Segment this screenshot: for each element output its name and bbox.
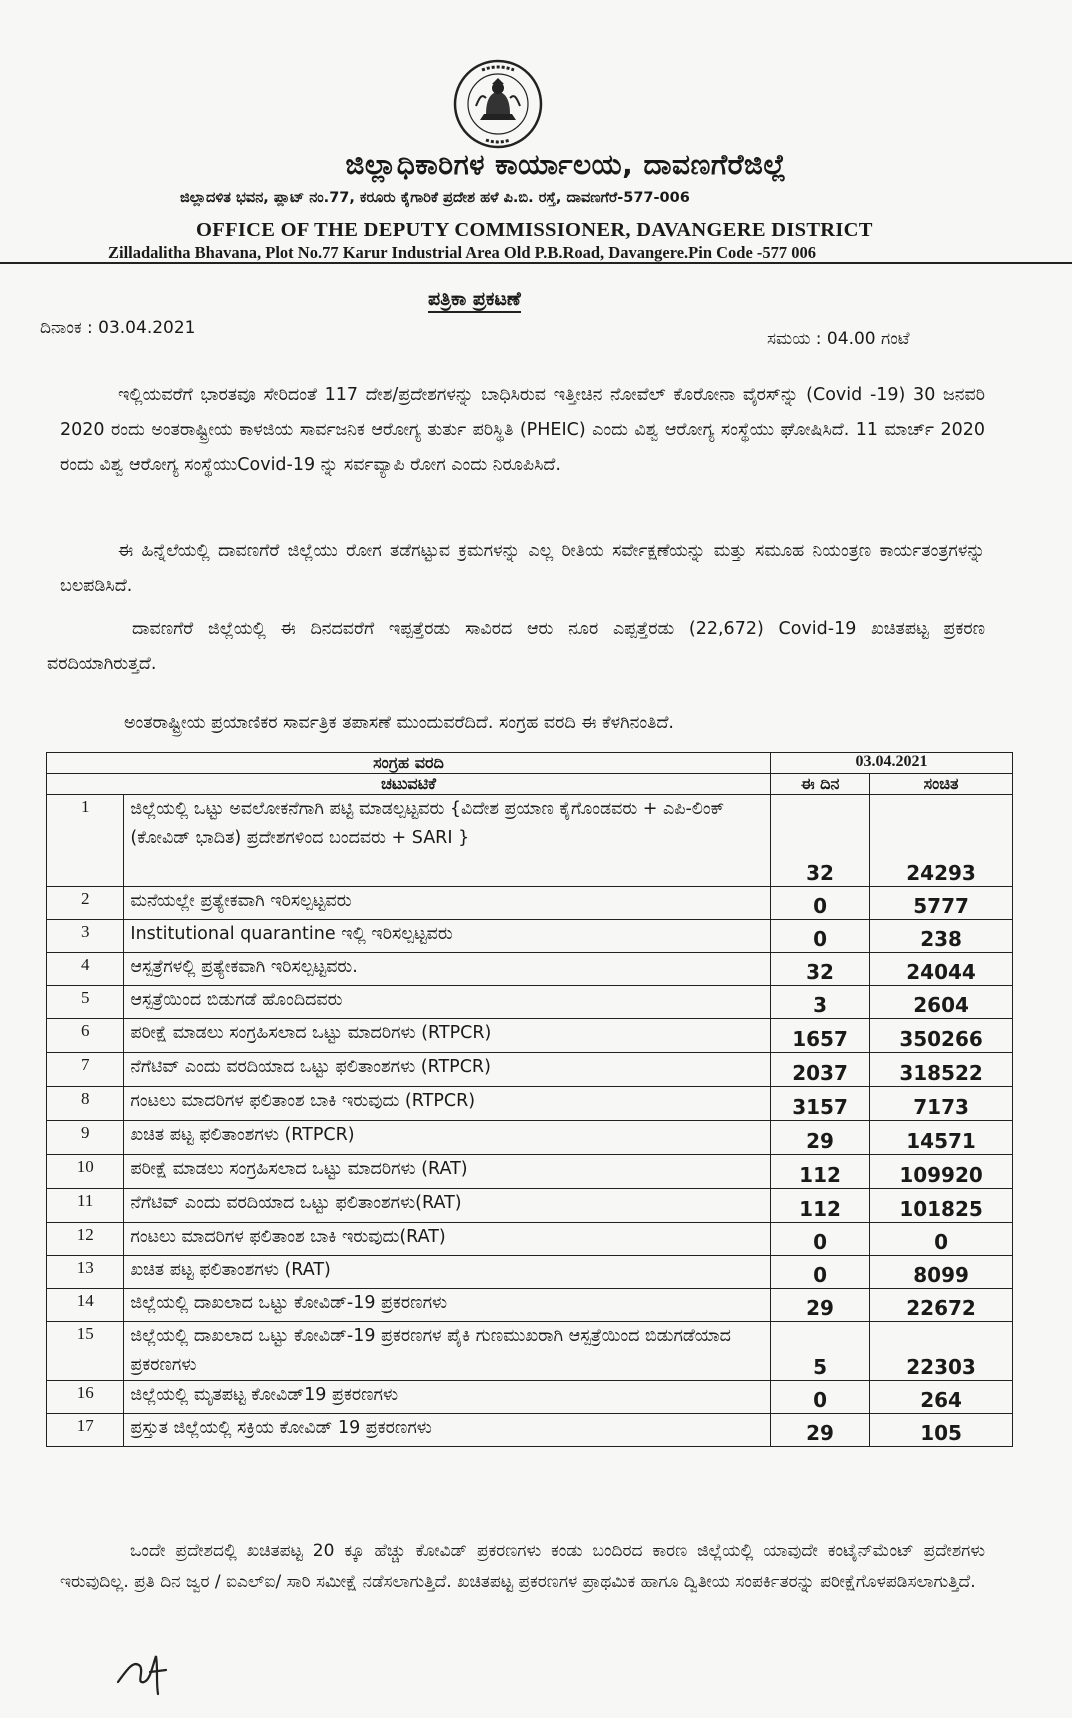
table-row bbox=[47, 1087, 1013, 1121]
table-header-row bbox=[47, 774, 1013, 795]
row-today-value: 2037 bbox=[770, 1053, 869, 1087]
row-activity: ನೆಗೆಟಿವ್ ಎಂದು ವರದಿಯಾದ ಒಟ್ಟು ಫಲಿತಾಂಶಗಳು(RAT) bbox=[124, 1189, 771, 1223]
row-today-value: 5 bbox=[770, 1322, 869, 1381]
row-today-value: 0 bbox=[770, 1256, 869, 1289]
row-number: 8 bbox=[47, 1087, 124, 1121]
row-cumulative-value: 0 bbox=[870, 1223, 1013, 1256]
row-cumulative-value: 109920 bbox=[870, 1155, 1013, 1189]
row-today-value: 29 bbox=[770, 1414, 869, 1447]
table-row bbox=[47, 953, 1013, 986]
row-cumulative-value: 8099 bbox=[870, 1256, 1013, 1289]
row-number: 17 bbox=[47, 1414, 124, 1447]
row-activity: ಪರೀಕ್ಷೆ ಮಾಡಲು ಸಂಗ್ರಹಿಸಲಾದ ಒಟ್ಟು ಮಾದರಿಗಳು (RTPCR) bbox=[124, 1019, 771, 1053]
cumulative-header: ಸಂಚಿತ bbox=[870, 774, 1013, 795]
paragraph-containment: ಒಂದೇ ಪ್ರದೇಶದಲ್ಲಿ ಖಚಿತಪಟ್ಟ 20 ಕ್ಕೂ ಹೆಚ್ಚು ಕೋವಿಡ್ ಪ್ರಕರಣಗಳು ಕಂಡು ಬಂದಿರದ ಕಾರಣ ಜಿಲ್ಲೆಯಲ್ಲಿ ಯಾವುದೇ ಕಂಟೈನ್‌ಮೆಂಟ್ ಪ್ರದೇಶಗಳು ಇರುವುದಿಲ್ಲ. ಪ್ರತಿ ದಿನ ಜ್ವರ / ಐಎಲ್‌ಐ/ ಸಾರಿ ಸಮೀಕ್ಷೆ ನಡೆಸಲಾಗುತ್ತಿದೆ. ಖಚಿತಪಟ್ಟ ಪ್ರಕರಣಗಳ ಪ್ರಾಥಮಿಕ ಹಾಗೂ ದ್ವಿತೀಯ ಸಂಪರ್ಕಿತರನ್ನು ಪರೀಕ್ಷೆಗೊಳಪಡಿಸಲಾಗುತ್ತಿದೆ. bbox=[60, 1541, 985, 1592]
table-row bbox=[47, 1289, 1013, 1322]
paragraph-who-declaration: ಇಲ್ಲಿಯವರೆಗೆ ಭಾರತವೂ ಸೇರಿದಂತೆ 117 ದೇಶ/ಪ್ರದೇಶಗಳನ್ನು ಬಾಧಿಸಿರುವ ಇತ್ತೀಚಿನ ನೋವೆಲ್ ಕೊರೋನಾ ವೈರಸ್‌ನ್ನು (Covid -19) 30 ಜನವರಿ 2020 ರಂದು ಅಂತರಾಷ್ಟ್ರೀಯ ಕಾಳಜಿಯ ಸಾರ್ವಜನಿಕ ಆರೋಗ್ಯ ತುರ್ತು ಪರಿಸ್ಥಿತಿ (PHEIC) ಎಂದು ವಿಶ್ವ ಆರೋಗ್ಯ ಸಂಸ್ಥೆಯು ಘೋಷಿಸಿದೆ. 11 ಮಾರ್ಚ್ 2020 ರಂದು ವಿಶ್ವ ಆರೋಗ್ಯ ಸಂಸ್ಥೆಯುCovid-19 ನ್ನು ಸರ್ವವ್ಯಾಪಿ ರೋಗ ಎಂದು ನಿರೂಪಿಸಿದೆ. bbox=[60, 385, 985, 475]
table-row bbox=[47, 1322, 1013, 1381]
header-divider bbox=[0, 262, 1072, 264]
table-row bbox=[47, 1155, 1013, 1189]
karnataka-emblem-icon bbox=[452, 58, 544, 150]
table-row bbox=[47, 1019, 1013, 1053]
row-number: 12 bbox=[47, 1223, 124, 1256]
row-activity: ಆಸ್ಪತ್ರೆಗಳಲ್ಲಿ ಪ್ರತ್ಯೇಕವಾಗಿ ಇರಿಸಲ್ಪಟ್ಟವರು. bbox=[124, 953, 771, 986]
table-row bbox=[47, 1223, 1013, 1256]
row-cumulative-value: 264 bbox=[870, 1381, 1013, 1414]
row-activity: ಗಂಟಲು ಮಾದರಿಗಳ ಫಲಿತಾಂಶ ಬಾಕಿ ಇರುವುದು (RTPCR) bbox=[124, 1087, 771, 1121]
table-row bbox=[47, 1121, 1013, 1155]
row-cumulative-value: 7173 bbox=[870, 1087, 1013, 1121]
row-today-value: 32 bbox=[770, 795, 869, 887]
row-cumulative-value: 101825 bbox=[870, 1189, 1013, 1223]
row-today-value: 112 bbox=[770, 1155, 869, 1189]
table-row bbox=[47, 1414, 1013, 1447]
row-number: 14 bbox=[47, 1289, 124, 1322]
table-row bbox=[47, 1053, 1013, 1087]
row-today-value: 0 bbox=[770, 920, 869, 953]
row-today-value: 3 bbox=[770, 986, 869, 1019]
row-today-value: 29 bbox=[770, 1121, 869, 1155]
table-title-row bbox=[47, 753, 1013, 774]
table-row bbox=[47, 887, 1013, 920]
row-today-value: 0 bbox=[770, 1381, 869, 1414]
row-cumulative-value: 350266 bbox=[870, 1019, 1013, 1053]
row-activity: ನೆಗೆಟಿವ್ ಎಂದು ವರದಿಯಾದ ಒಟ್ಟು ಫಲಿತಾಂಶಗಳು (RTPCR) bbox=[124, 1053, 771, 1087]
row-activity: ಮನೆಯಲ್ಲೇ ಪ್ರತ್ಯೇಕವಾಗಿ ಇರಿಸಲ್ಪಟ್ಟವರು bbox=[124, 887, 771, 920]
today-header: ಈ ದಿನ bbox=[770, 774, 869, 795]
row-today-value: 0 bbox=[770, 1223, 869, 1256]
table-row bbox=[47, 1189, 1013, 1223]
summary-report-table bbox=[46, 752, 1013, 1447]
row-activity: ಪ್ರಸ್ತುತ ಜಿಲ್ಲೆಯಲ್ಲಿ ಸಕ್ರಿಯ ಕೋವಿಡ್ 19 ಪ್ರಕರಣಗಳು bbox=[124, 1414, 771, 1447]
office-address-kannada: ಜಿಲ್ಲಾದಳಿತ ಭವನ, ಪ್ಲಾಟ್ ನಂ.77, ಕರೂರು ಕೈಗಾರಿಕೆ ಪ್ರದೇಶ ಹಳೆ ಪಿ.ಬಿ. ರಸ್ತೆ, ದಾವಣಗೆರೆ-577-006 bbox=[180, 190, 690, 206]
row-activity: ಪರೀಕ್ಷೆ ಮಾಡಲು ಸಂಗ್ರಹಿಸಲಾದ ಒಟ್ಟು ಮಾದರಿಗಳು (RAT) bbox=[124, 1155, 771, 1189]
row-today-value: 3157 bbox=[770, 1087, 869, 1121]
row-cumulative-value: 24044 bbox=[870, 953, 1013, 986]
row-today-value: 29 bbox=[770, 1289, 869, 1322]
row-today-value: 112 bbox=[770, 1189, 869, 1223]
row-cumulative-value: 2604 bbox=[870, 986, 1013, 1019]
row-activity: ಖಚಿತ ಪಟ್ಟ ಫಲಿತಾಂಶಗಳು (RTPCR) bbox=[124, 1121, 771, 1155]
table-row bbox=[47, 920, 1013, 953]
row-number: 6 bbox=[47, 1019, 124, 1053]
row-activity: ಆಸ್ಪತ್ರೆಯಿಂದ ಬಿಡುಗಡೆ ಹೊಂದಿದವರು bbox=[124, 986, 771, 1019]
press-note-time: ಸಮಯ : 04.00 ಗಂಟೆ bbox=[767, 329, 910, 349]
table-date: 03.04.2021 bbox=[770, 753, 1012, 774]
row-cumulative-value: 105 bbox=[870, 1414, 1013, 1447]
paragraph-screening: ಅಂತರಾಷ್ಟ್ರೀಯ ಪ್ರಯಾಣಿಕರ ಸಾರ್ವತ್ರಿಕ ತಪಾಸಣೆ ಮುಂದುವರೆದಿದೆ. ಸಂಗ್ರಹ ವರದಿ ಈ ಕೆಳಗಿನಂತಿದೆ. bbox=[124, 713, 674, 733]
row-number: 16 bbox=[47, 1381, 124, 1414]
row-cumulative-value: 318522 bbox=[870, 1053, 1013, 1087]
row-activity: ಜಿಲ್ಲೆಯಲ್ಲಿ ಮೃತಪಟ್ಟ ಕೋವಿಡ್19 ಪ್ರಕರಣಗಳು bbox=[124, 1381, 771, 1414]
row-number: 10 bbox=[47, 1155, 124, 1189]
row-number: 9 bbox=[47, 1121, 124, 1155]
row-cumulative-value: 22303 bbox=[870, 1322, 1013, 1381]
signature-mark bbox=[110, 1638, 220, 1698]
row-number: 15 bbox=[47, 1322, 124, 1381]
row-number: 11 bbox=[47, 1189, 124, 1223]
press-note-date: ದಿನಾಂಕ : 03.04.2021 bbox=[40, 318, 196, 338]
table-title: ಸಂಗ್ರಹ ವರದಿ bbox=[47, 753, 771, 774]
row-cumulative-value: 24293 bbox=[870, 795, 1013, 887]
row-today-value: 32 bbox=[770, 953, 869, 986]
row-activity: Institutional quarantine ಇಲ್ಲಿ ಇರಿಸಲ್ಪಟ್ಟವರು bbox=[124, 920, 771, 953]
activity-header: ಚಟುವಟಿಕೆ bbox=[47, 774, 771, 795]
row-number: 5 bbox=[47, 986, 124, 1019]
paragraph-district-measures: ಈ ಹಿನ್ನೆಲೆಯಲ್ಲಿ ದಾವಣಗೆರೆ ಜಿಲ್ಲೆಯು ರೋಗ ತಡೆಗಟ್ಟುವ ಕ್ರಮಗಳನ್ನು ಎಲ್ಲ ರೀತಿಯ ಸರ್ವೇಕ್ಷಣೆಯನ್ನು ಮತ್ತು ಸಮೂಹ ನಿಯಂತ್ರಣ ಕಾರ್ಯತಂತ್ರಗಳನ್ನು ಬಲಪಡಿಸಿದೆ. bbox=[60, 541, 985, 596]
table-row bbox=[47, 795, 1013, 887]
row-cumulative-value: 238 bbox=[870, 920, 1013, 953]
office-title-kannada: ಜಿಲ್ಲಾಧಿಕಾರಿಗಳ ಕಾರ್ಯಾಲಯ, ದಾವಣಗೆರೆಜಿಲ್ಲೆ bbox=[345, 148, 787, 181]
row-activity: ಜಿಲ್ಲೆಯಲ್ಲಿ ಒಟ್ಟು ಅವಲೋಕನೆಗಾಗಿ ಪಟ್ಟಿ ಮಾಡಲ್ಪಟ್ಟವರು {ವಿದೇಶ ಪ್ರಯಾಣ ಕೈಗೊಂಡವರು + ಎಪಿ-ಲಿಂಕ್ (ಕೋವಿಡ್ ಭಾದಿತ) ಪ್ರದೇಶಗಳಿಂದ ಬಂದವರು + SARI } bbox=[124, 795, 771, 887]
row-number: 4 bbox=[47, 953, 124, 986]
row-number: 3 bbox=[47, 920, 124, 953]
row-today-value: 0 bbox=[770, 887, 869, 920]
row-activity: ಗಂಟಲು ಮಾದರಿಗಳ ಫಲಿತಾಂಶ ಬಾಕಿ ಇರುವುದು(RAT) bbox=[124, 1223, 771, 1256]
row-number: 1 bbox=[47, 795, 124, 887]
table-row bbox=[47, 1256, 1013, 1289]
row-number: 2 bbox=[47, 887, 124, 920]
row-today-value: 1657 bbox=[770, 1019, 869, 1053]
table-row bbox=[47, 986, 1013, 1019]
row-cumulative-value: 5777 bbox=[870, 887, 1013, 920]
row-activity: ಜಿಲ್ಲೆಯಲ್ಲಿ ದಾಖಲಾದ ಒಟ್ಟು ಕೋವಿಡ್-19 ಪ್ರಕರಣಗಳ ಪೈಕಿ ಗುಣಮುಖರಾಗಿ ಆಸ್ಪತ್ರೆಯಿಂದ ಬಿಡುಗಡೆಯಾದ ಪ್ರಕರಣಗಳು bbox=[124, 1322, 771, 1381]
row-activity: ಜಿಲ್ಲೆಯಲ್ಲಿ ದಾಖಲಾದ ಒಟ್ಟು ಕೋವಿಡ್-19 ಪ್ರಕರಣಗಳು bbox=[124, 1289, 771, 1322]
paragraph-total-cases: ದಾವಣಗೆರೆ ಜಿಲ್ಲೆಯಲ್ಲಿ ಈ ದಿನದವರೆಗೆ ಇಪ್ಪತ್ತೆರಡು ಸಾವಿರದ ಆರು ನೂರ ಎಪ್ಪತ್ತೆರಡು (22,672) Covid-19 ಖಚಿತಪಟ್ಟ ಪ್ರಕರಣ ವರದಿಯಾಗಿರುತ್ತದೆ. bbox=[47, 619, 985, 674]
row-cumulative-value: 14571 bbox=[870, 1121, 1013, 1155]
table-row bbox=[47, 1381, 1013, 1414]
row-number: 13 bbox=[47, 1256, 124, 1289]
office-address-english: Zilladalitha Bhavana, Plot No.77 Karur Industrial Area Old P.B.Road, Davangere.Pin Code -577 006 bbox=[108, 243, 817, 262]
row-cumulative-value: 22672 bbox=[870, 1289, 1013, 1322]
table-body bbox=[47, 795, 1013, 1447]
row-number: 7 bbox=[47, 1053, 124, 1087]
row-activity: ಖಚಿತ ಪಟ್ಟ ಫಲಿತಾಂಶಗಳು (RAT) bbox=[124, 1256, 771, 1289]
office-title-english: OFFICE OF THE DEPUTY COMMISSIONER, DAVANGERE DISTRICT bbox=[196, 219, 873, 241]
press-note-title: ಪತ್ರಿಕಾ ಪ್ರಕಟಣೆ bbox=[428, 288, 521, 313]
